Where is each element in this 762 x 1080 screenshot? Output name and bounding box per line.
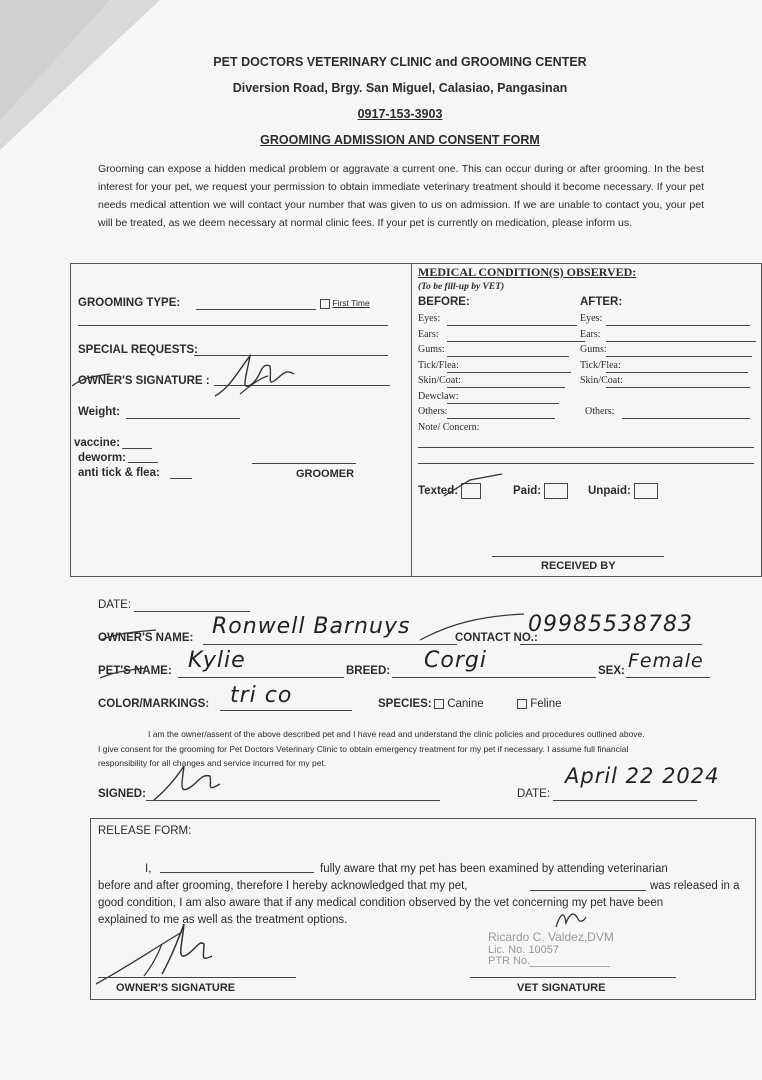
weight-label: Weight: <box>78 406 120 418</box>
after-item-field[interactable] <box>606 341 756 342</box>
after-item-field[interactable] <box>606 356 752 357</box>
color-value[interactable]: tri co <box>230 683 293 708</box>
after-item-label: Eyes: <box>580 313 603 324</box>
vet-stamp-ptr: PTR No. <box>488 955 531 967</box>
release-line-2a: before and after grooming, therefore I hereby acknowledged that my pet, <box>98 880 468 892</box>
after-item-field[interactable] <box>606 372 748 373</box>
pet-name-label: PET'S NAME: <box>98 665 172 677</box>
breed-field[interactable] <box>392 677 596 678</box>
after-item-label: Ears: <box>580 328 601 340</box>
release-line-1a: I, <box>145 863 152 875</box>
release-title: RELEASE FORM: <box>98 825 192 837</box>
species-feline-option[interactable]: Feline <box>517 698 562 710</box>
medical-subtitle: (To be fill-up by VET) <box>418 282 505 292</box>
before-item-label: Dewclaw: <box>418 390 459 402</box>
special-requests-label: SPECIAL REQUESTS: <box>78 344 198 356</box>
antitick-field[interactable] <box>170 478 192 479</box>
note-field-2[interactable] <box>418 463 754 464</box>
sex-value[interactable]: Female <box>628 650 704 672</box>
before-label: BEFORE: <box>418 296 470 308</box>
species-label: SPECIES: <box>378 698 432 710</box>
release-owner-signature-scribble <box>92 910 262 990</box>
vet-stamp-license: Lic. No. 10057 <box>488 944 559 956</box>
feline-checkbox[interactable] <box>517 699 527 709</box>
vet-signature-field[interactable] <box>470 977 676 978</box>
owner-signature-label: OWNER'S SIGNATURE : <box>78 375 210 387</box>
grooming-type-field-2[interactable] <box>78 325 388 326</box>
owner-strike-mark <box>100 620 160 650</box>
form-title: GROOMING ADMISSION AND CONSENT FORM <box>260 133 540 147</box>
paid-checkbox[interactable] <box>544 483 568 499</box>
breed-label: BREED: <box>346 665 391 677</box>
panel-divider <box>411 263 412 576</box>
color-field[interactable] <box>220 710 352 711</box>
after-item-label: Skin/Coat: <box>580 375 623 386</box>
clinic-phone: 0917-153-3903 <box>357 107 443 121</box>
before-item-label: Others: <box>418 406 448 417</box>
note-field-1[interactable] <box>418 447 754 448</box>
before-item-field[interactable] <box>447 341 585 342</box>
before-item-label: Gums: <box>418 344 445 355</box>
vet-signature-scribble <box>550 905 590 935</box>
unpaid-option[interactable]: Unpaid: <box>588 483 658 499</box>
consent-line-1: I am the owner/assent of the above described pet and I have read and understand the clinic policies and procedures outlined above. <box>148 729 645 739</box>
deworm-field[interactable] <box>128 462 158 463</box>
signed-label: SIGNED: <box>98 788 146 800</box>
before-item-label: Tick/Flea: <box>418 359 459 371</box>
release-line-2b: was released in a <box>650 880 740 892</box>
vet-stamp-name: Ricardo C. Valdez,DVM <box>488 930 614 944</box>
release-line-1b: fully aware that my pet has been examined by attending veterinarian <box>320 863 668 875</box>
owner-name-value[interactable]: Ronwell Barnuys <box>212 614 411 639</box>
after-item-label: Tick/Flea: <box>580 359 621 371</box>
owner-signature-scribble <box>210 348 300 408</box>
release-owner-signature-label: OWNER'S SIGNATURE <box>116 982 236 994</box>
owner-name-field[interactable] <box>203 644 457 645</box>
groomer-label: GROOMER <box>296 468 355 480</box>
release-line-3: good condition, I am also aware that if any medical condition observed by the vet concerning my pet have been <box>98 897 664 909</box>
sex-label: SEX: <box>598 665 625 677</box>
before-item-field[interactable] <box>447 325 577 326</box>
after-item-field[interactable] <box>606 387 750 388</box>
contact-strike-mark <box>420 612 530 652</box>
consent-date-value[interactable]: April 22 2024 <box>565 764 720 788</box>
contact-label: CONTACT NO.: <box>455 632 538 644</box>
unpaid-checkbox[interactable] <box>634 483 658 499</box>
grooming-type-field[interactable] <box>196 309 316 310</box>
before-item-field[interactable] <box>447 418 555 419</box>
texted-option[interactable]: Texted: <box>418 483 481 499</box>
vet-signature-label: VET SIGNATURE <box>517 982 606 994</box>
pet-name-value[interactable]: Kylie <box>188 648 246 673</box>
note-label: Note/ Concern: <box>418 422 480 433</box>
contact-field[interactable] <box>520 644 702 645</box>
strike-mark <box>70 370 120 390</box>
antitick-label: anti tick & flea: <box>78 467 160 479</box>
breed-value[interactable]: Corgi <box>424 648 487 673</box>
date-field[interactable] <box>134 611 250 612</box>
grooming-type-label: GROOMING TYPE: <box>78 297 181 309</box>
received-by-field[interactable] <box>492 556 664 557</box>
received-by-label: RECEIVED BY <box>541 560 616 572</box>
pet-strike-mark <box>100 660 150 686</box>
consent-date-field[interactable] <box>553 800 697 801</box>
contact-value[interactable]: 09985538783 <box>528 612 693 637</box>
after-label: AFTER: <box>580 296 623 308</box>
pet-name-field[interactable] <box>178 677 344 678</box>
before-item-field[interactable] <box>447 403 559 404</box>
consent-line-2: I give consent for the grooming for Pet Doctors Veterinary Clinic to obtain emergency treatment for my pet if necessary. I assume full financial <box>98 744 629 754</box>
first-time-option[interactable]: First Time <box>320 298 370 309</box>
sex-field[interactable] <box>626 677 710 678</box>
consent-date-label: DATE: <box>517 788 551 800</box>
vet-stamp-ptr-line <box>530 966 610 967</box>
before-item-label: Ears: <box>418 328 439 340</box>
weight-field[interactable] <box>126 418 240 419</box>
release-line-4: explained to me as well as the treatment options. <box>98 914 348 926</box>
vaccine-field[interactable] <box>122 448 152 449</box>
before-item-field[interactable] <box>447 387 565 388</box>
first-time-checkbox[interactable] <box>320 299 330 309</box>
grooming-medical-box <box>70 263 762 577</box>
medical-title: MEDICAL CONDITION(S) OBSERVED: <box>418 265 637 279</box>
after-item-label: Others: <box>585 406 615 417</box>
before-item-field[interactable] <box>447 356 569 357</box>
deworm-label: deworm: <box>78 452 126 464</box>
after-item-field[interactable] <box>606 325 750 326</box>
intro-paragraph: Grooming can expose a hidden medical problem or aggravate a current one. This can occur during or after grooming. In the best interest for your pet, we request your permission to obtain immediate veterinary treatment should it become necessary. If your pet needs medical attention we will contact your number that was given to us on admission. If we are unable to contact you, your pet will be treated, as we deem necessary at normal clinic fees. If your pet is currently on medication, please inform us. <box>98 163 704 229</box>
vaccine-label: vaccine: <box>74 437 121 449</box>
clinic-address: Diversion Road, Brgy. San Miguel, Calasiao, Pangasinan <box>232 81 568 95</box>
groomer-signature-field[interactable] <box>252 463 356 464</box>
consent-signature-scribble <box>148 760 228 806</box>
release-owner-name-field[interactable] <box>160 872 314 873</box>
after-item-field[interactable] <box>622 418 750 419</box>
date-label: DATE: <box>98 599 132 611</box>
release-pet-name-field[interactable] <box>530 890 646 891</box>
texted-check-mark <box>440 472 510 500</box>
species-canine-option[interactable]: Canine <box>434 698 484 710</box>
after-item-label: Gums: <box>580 344 607 355</box>
owner-name-label: OWNER'S NAME: <box>98 632 194 644</box>
consent-line-3: responsibility for all changes and service incurred for my pet. <box>98 758 327 768</box>
paid-option[interactable]: Paid: <box>513 483 568 499</box>
before-item-label: Skin/Coat: <box>418 375 461 386</box>
color-label: COLOR/MARKINGS: <box>98 698 210 710</box>
canine-checkbox[interactable] <box>434 699 444 709</box>
release-owner-signature-field[interactable] <box>98 977 296 978</box>
before-item-label: Eyes: <box>418 313 441 324</box>
clinic-name: PET DOCTORS VETERINARY CLINIC and GROOMING CENTER <box>213 55 587 69</box>
before-item-field[interactable] <box>447 372 571 373</box>
